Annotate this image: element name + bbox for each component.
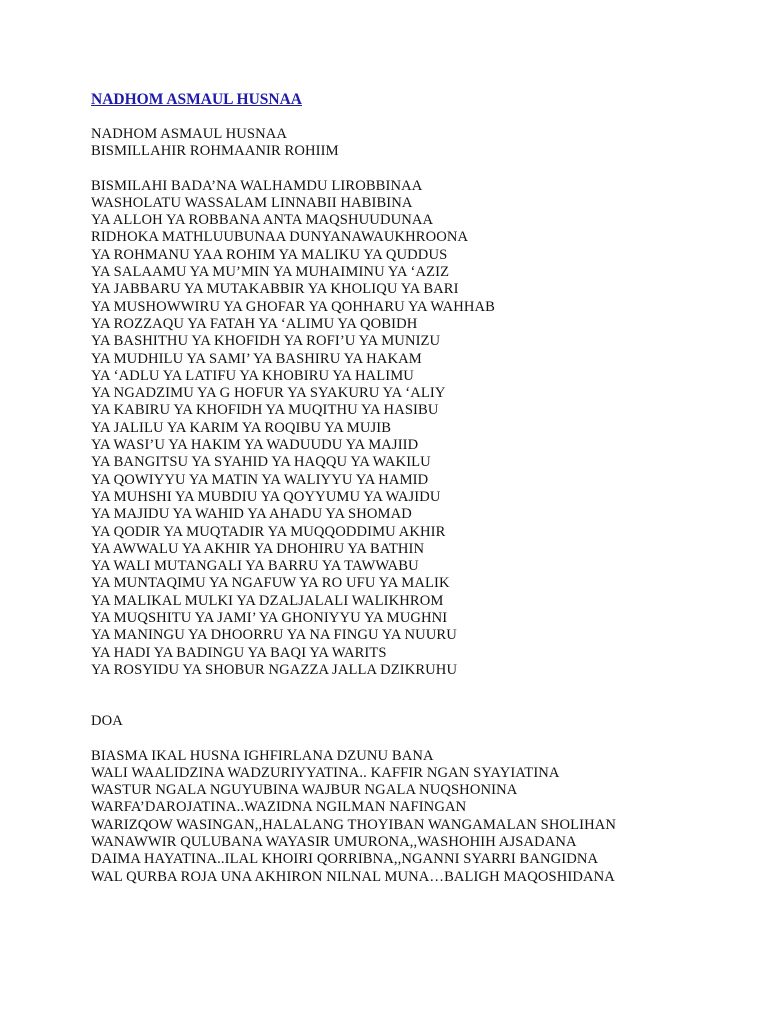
header-line: BISMILLAHIR ROHMAANIR ROHIIM [91,143,339,160]
poem-block [91,178,731,680]
poem-line: YA QODIR YA MUQTADIR YA MUQQODDIMU AKHIR [91,523,446,540]
doa-block [91,748,731,886]
poem-line: YA ROSYIDU YA SHOBUR NGAZZA JALLA DZIKRUHU [91,661,458,678]
header-line: NADHOM ASMAUL HUSNAA [91,126,288,142]
poem-line: YA MUDHILU YA SAMI’ YA BASHIRU YA HAKAM [91,350,422,367]
poem-line: YA ROHMANU YAA ROHIM YA MALIKU YA QUDDUS [91,246,448,263]
spacer [91,731,731,748]
spacer [91,161,731,178]
poem-line: YA MUHSHI YA MUBDIU YA QOYYUMU YA WAJIDU [91,488,441,505]
doa-line: WANAWWIR QULUBANA WAYASIR UMURONA,,WASHOHIH AJSADANA [91,833,577,850]
doa-line: DAIMA HAYATINA..ILAL KHOIRI QORRIBNA,,NGANNI SYARRI BANGIDNA [91,851,599,868]
poem-line: YA MAJIDU YA WAHID YA AHADU YA SHOMAD [91,506,412,523]
poem-line: YA MUQSHITU YA JAMI’ YA GHONIYYU YA MUGHNI [91,610,448,627]
poem-line: YA ‘ADLU YA LATIFU YA KHOBIRU YA HALIMU [91,367,414,384]
doa-line: WARIZQOW WASINGAN,,HALALANG THOYIBAN WANGAMALAN SHOLIHAN [91,816,616,833]
poem-line: YA WALI MUTANGALI YA BARRU YA TAWWABU [91,558,419,575]
doa-line: WARFA’DAROJATINA..WAZIDNA NGILMAN NAFINGAN [91,799,467,816]
spacer [91,679,731,713]
poem-line: YA ALLOH YA ROBBANA ANTA MAQSHUUDUNAA [91,212,434,229]
poem-line: YA QOWIYYU YA MATIN YA WALIYYU YA HAMID [91,471,429,488]
doa-heading: DOA [91,713,123,730]
header-block [91,126,731,161]
doa-line: WAL QURBA ROJA UNA AKHIRON NILNAL MUNA…BALIGH MAQOSHIDANA [91,868,615,885]
document-page [91,90,731,886]
poem-line: WASHOLATU WASSALAM LINNABII HABIBINA [91,194,413,211]
poem-line: YA KABIRU YA KHOFIDH YA MUQITHU YA HASIBU [91,402,439,419]
poem-line: YA WASI’U YA HAKIM YA WADUUDU YA MAJIID [91,437,419,454]
poem-line: YA NGADZIMU YA G HOFUR YA SYAKURU YA ‘ALIY [91,385,446,402]
poem-line: YA AWWALU YA AKHIR YA DHOHIRU YA BATHIN [91,540,425,557]
poem-line: RIDHOKA MATHLUUBUNAA DUNYANAWAUKHROONA [91,229,469,246]
doa-line: BIASMA IKAL HUSNA IGHFIRLANA DZUNU BANA [91,747,434,764]
document-title-link[interactable]: NADHOM ASMAUL HUSNAA [91,91,302,108]
poem-line: YA MANINGU YA DHOORRU YA NA FINGU YA NUURU [91,627,457,644]
poem-line: YA HADI YA BADINGU YA BAQI YA WARITS [91,644,387,661]
poem-line: YA JABBARU YA MUTAKABBIR YA KHOLIQU YA BARI [91,281,459,298]
poem-line: YA BANGITSU YA SYAHID YA HAQQU YA WAKILU [91,454,431,471]
poem-line: YA MALIKAL MULKI YA DZALJALALI WALIKHROM [91,592,444,609]
poem-line: YA BASHITHU YA KHOFIDH YA ROFI’U YA MUNIZU [91,333,441,350]
poem-line: YA SALAAMU YA MU’MIN YA MUHAIMINU YA ‘AZIZ [91,264,450,281]
poem-line: BISMILAHI BADA’NA WALHAMDU LIROBBINAA [91,177,423,194]
doa-line: WASTUR NGALA NGUYUBINA WAJBUR NGALA NUQSHONINA [91,782,518,799]
doa-line: WALI WAALIDZINA WADZURIYYATINA.. KAFFIR NGAN SYAYIATINA [91,764,560,781]
poem-line: YA MUSHOWWIRU YA GHOFAR YA QOHHARU YA WAHHAB [91,298,495,315]
poem-line: YA MUNTAQIMU YA NGAFUW YA RO UFU YA MALIK [91,575,450,592]
poem-line: YA ROZZAQU YA FATAH YA ‘ALIMU YA QOBIDH [91,315,418,332]
poem-line: YA JALILU YA KARIM YA ROQIBU YA MUJIB [91,419,392,436]
